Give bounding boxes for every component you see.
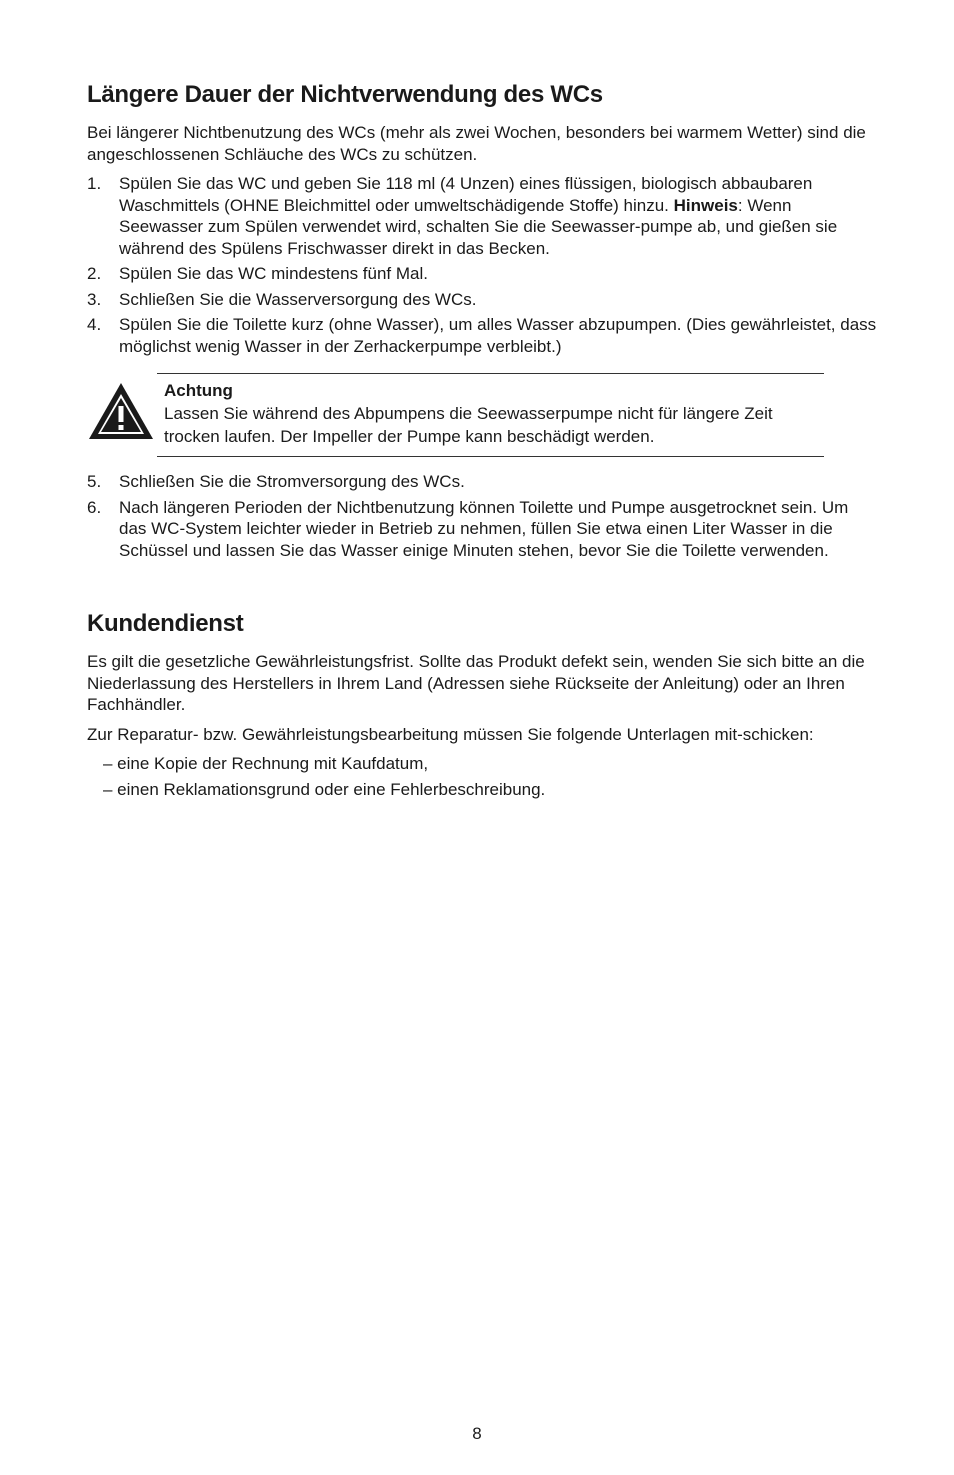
section-spacer bbox=[87, 565, 877, 609]
note-text: : Wenn Seewasser zum Spülen verwendet wird, schalten Sie die Seewasser-pumpe ab, und gießen sie während des Spülens Frischwasser direkt in das Becken. bbox=[119, 195, 838, 258]
step-text: Spülen Sie das WC mindestens fünf Mal. bbox=[119, 264, 428, 283]
list-item: – einen Reklamationsgrund oder eine Fehlerbeschreibung. bbox=[103, 779, 546, 799]
warning-triangle-icon bbox=[87, 373, 157, 457]
section-title-customer-service: Kundendienst bbox=[87, 610, 244, 637]
list-item bbox=[87, 173, 877, 259]
step-text: Schließen Sie die Wasserversorgung des WCs. bbox=[119, 289, 477, 309]
list-item bbox=[87, 471, 877, 493]
step-number: 2. bbox=[87, 264, 102, 283]
step-number: 1. bbox=[87, 174, 102, 193]
customer-service-para-1: Es gilt die gesetzliche Gewährleistungsfrist. Sollte das Produkt defekt sein, wenden Sie sich bitte an die Niederlassung des Herstellers in Ihrem Land (Adressen siehe Rückseite der Anleitung) oder an Ihren Fachhändler. bbox=[87, 652, 865, 714]
step-number: 5. bbox=[87, 472, 102, 491]
list-item bbox=[87, 263, 877, 285]
note-label: Hinweis bbox=[673, 195, 738, 215]
customer-service-para-2: Zur Reparatur- bzw. Gewährleistungsbearbeitung müssen Sie folgende Unterlagen mit-schicken: bbox=[87, 724, 814, 744]
list-item bbox=[87, 314, 877, 357]
list-item bbox=[87, 289, 877, 311]
step-number: 3. bbox=[87, 289, 102, 309]
step-text: Spülen Sie die Toilette kurz (ohne Wasser), um alles Wasser abzupumpen. (Dies gewährleistet, dass möglichst wenig Wasser in der Zerhackerpumpe verbleibt.) bbox=[119, 315, 877, 356]
page-number: 8 bbox=[472, 1424, 482, 1443]
warning-content bbox=[157, 373, 824, 457]
section-title-storage: Längere Dauer der Nichtverwendung des WCs bbox=[87, 81, 603, 108]
step-text: Schließen Sie die Stromversorgung des WCs. bbox=[119, 472, 465, 491]
document-page bbox=[87, 80, 877, 804]
step-number: 4. bbox=[87, 315, 102, 334]
required-documents-list bbox=[103, 753, 877, 800]
storage-intro: Bei längerer Nichtbenutzung des WCs (mehr als zwei Wochen, besonders bei warmem Wetter) sind die angeschlossenen Schläuche des WCs zu schützen. bbox=[87, 123, 866, 164]
warning-text: Lassen Sie während des Abpumpens die Seewasserpumpe nicht für längere Zeit trocken laufen. Der Impeller der Pumpe kann beschädigt werden. bbox=[164, 404, 773, 446]
warning-title: Achtung bbox=[164, 381, 233, 400]
list-item bbox=[87, 497, 877, 562]
step-text: Spülen Sie das WC und geben Sie 118 ml (4 Unzen) eines flüssigen, biologisch abbaubaren Waschmittels (OHNE Bleichmittel oder umweltschädigende Stoffe) hinzu. bbox=[119, 174, 813, 215]
warning-box bbox=[87, 373, 877, 457]
step-number: 6. bbox=[87, 497, 102, 517]
storage-steps-list-continued bbox=[87, 471, 877, 561]
list-item: – eine Kopie der Rechnung mit Kaufdatum, bbox=[103, 754, 429, 773]
step-text: Nach längeren Perioden der Nichtbenutzung können Toilette und Pumpe ausgetrocknet sein. Um das WC-System leichter wieder in Betrieb zu nehmen, füllen Sie etwa einen Liter Wasser in die Schüssel und lassen Sie das Wasser einige Minuten stehen, bevor Sie die Toilette verwenden. bbox=[119, 497, 849, 560]
storage-steps-list bbox=[87, 173, 877, 357]
